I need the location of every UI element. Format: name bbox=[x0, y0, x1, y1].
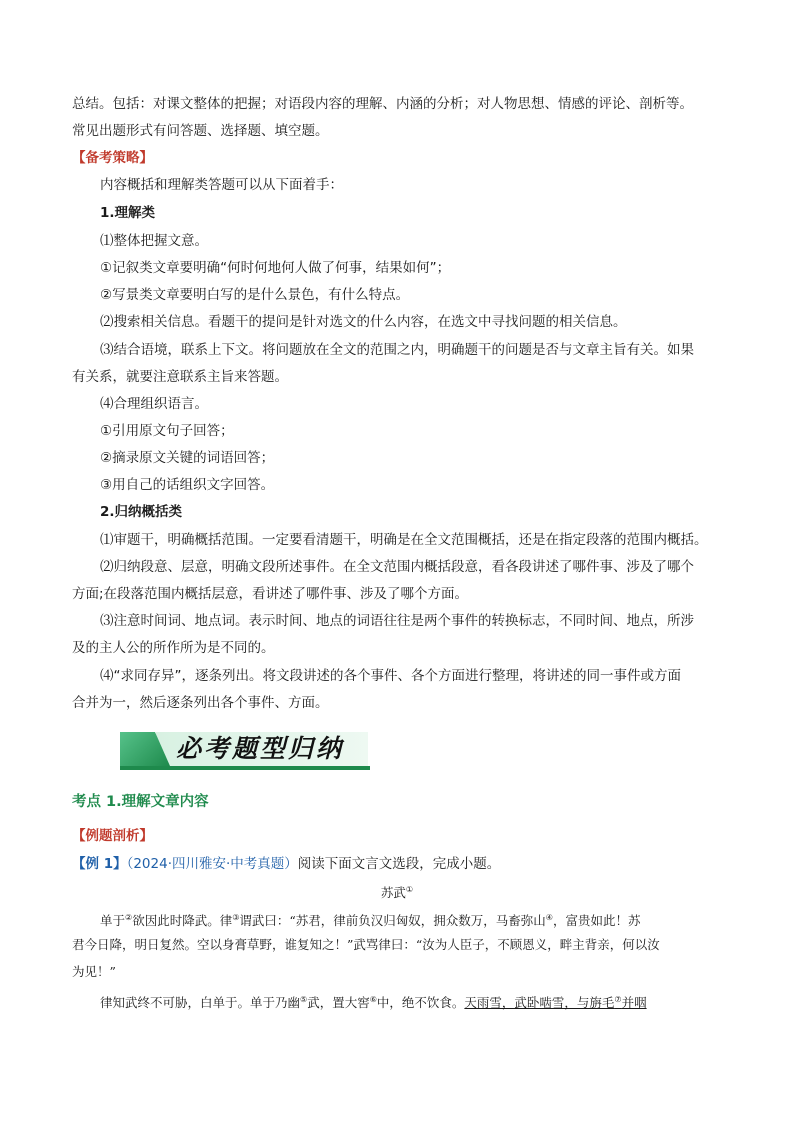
item-4b: ②摘录原文关键的词语回答； bbox=[100, 450, 275, 466]
summary-item-4-line-1: ⑷“求同存异”，逐条列出。将文段讲述的各个事件、各个方面进行整理，将讲述的同一事件或方面 bbox=[100, 668, 681, 684]
text-run: 单于 bbox=[100, 913, 126, 929]
summary-item-3-line-1: ⑶注意时间词、地点词。表示时间、地点的词语往往是两个事件的转换标志，不同时间、地点，所涉 bbox=[100, 613, 694, 629]
item-4c: ③用自己的话组织文字回答。 bbox=[100, 477, 275, 493]
banner-title: 必考题型归纳 bbox=[176, 734, 345, 763]
text-run: 并咽 bbox=[621, 995, 647, 1011]
note-marker: ⑥ bbox=[369, 995, 377, 1004]
note-marker: ⑦ bbox=[614, 995, 622, 1004]
section-banner bbox=[120, 728, 370, 774]
item-1: ⑴整体把握文意。 bbox=[100, 233, 208, 249]
note-marker: ② bbox=[125, 913, 133, 922]
summary-item-2-line-1: ⑵归纳段意、层意，明确文段所述事件。在全文范围内概括段意，看各段讲述了哪件事、涉及了哪个 bbox=[100, 559, 694, 575]
summary-item-1: ⑴审题干，明确概括范围。一定要看清题干，明确是在全文范围概括，还是在指定段落的范围内概括。 bbox=[100, 532, 708, 548]
item-2: ⑵搜索相关信息。看题干的提问是针对选文的什么内容，在选文中寻找问题的相关信息。 bbox=[100, 314, 627, 330]
example-tag: 【例 1】 bbox=[72, 856, 127, 872]
section-2-title: 2.归纳概括类 bbox=[100, 504, 183, 520]
text-run: 天雨雪，武卧啮雪，与旃毛 bbox=[464, 995, 615, 1011]
passage-p2-line-1 bbox=[100, 990, 647, 1013]
item-3-line-1: ⑶结合语境，联系上下文。将问题放在全文的范围之内，明确题干的问题是否与文章主旨有关。如果 bbox=[100, 342, 694, 358]
note-marker: ③ bbox=[232, 913, 240, 922]
section-1-title: 1.理解类 bbox=[100, 205, 156, 221]
summary-item-4-line-2: 合并为一，然后逐条列出各个事件、方面。 bbox=[72, 695, 329, 711]
example-question bbox=[72, 854, 500, 874]
example-instruction: 阅读下面文言文选段，完成小题。 bbox=[297, 856, 501, 872]
item-4a: ①引用原文句子回答； bbox=[100, 423, 234, 439]
note-marker: ① bbox=[405, 885, 414, 894]
passage-p1-line-3: 为见！” bbox=[72, 964, 116, 979]
text-run: 欲因此时降武。律 bbox=[132, 913, 233, 929]
strategy-lead: 内容概括和理解类答题可以从下面着手： bbox=[100, 177, 343, 193]
intro-line-2: 常见出题形式有问答题、选择题、填空题。 bbox=[72, 123, 329, 139]
strategy-heading: 【备考策略】 bbox=[72, 150, 153, 166]
item-1a: ①记叙类文章要明确“何时何地何人做了何事，结果如何”； bbox=[100, 260, 451, 276]
text-run: 谓武曰：“苏君，律前负汉归匈奴，拥众数万，马畜弥山 bbox=[239, 913, 546, 929]
example-source: （2024·四川雅安·中考真题） bbox=[126, 856, 298, 872]
summary-item-3-line-2: 及的主人公的所作所为是不同的。 bbox=[72, 640, 275, 656]
underlined-sentence bbox=[464, 995, 646, 1010]
passage-p1-line-2: 君今日降，明日复然。空以身膏草野，谁复知之！”武骂律曰：“汝为人臣子，不顾恩义，畔主背亲，何以汝 bbox=[72, 937, 660, 952]
text-run: ，富贵如此！苏 bbox=[552, 913, 641, 929]
note-marker: ④ bbox=[545, 913, 553, 922]
text-run: 中，绝不饮食。 bbox=[376, 995, 465, 1011]
example-heading: 【例题剖析】 bbox=[72, 828, 153, 844]
passage-title bbox=[0, 880, 794, 903]
item-3-line-2: 有关系，就要注意联系主旨来答题。 bbox=[72, 369, 288, 385]
kaodian-title: 考点 1.理解文章内容 bbox=[72, 794, 209, 810]
banner-underline bbox=[120, 766, 370, 770]
note-marker: ⑤ bbox=[300, 995, 308, 1004]
item-1b: ②写景类文章要明白写的是什么景色，有什么特点。 bbox=[100, 287, 410, 303]
item-4: ⑷合理组织语言。 bbox=[100, 396, 208, 412]
passage-p1-line-1 bbox=[100, 908, 640, 931]
intro-line-1: 总结。包括：对课文整体的把握；对语段内容的理解、内涵的分析；对人物思想、情感的评论、剖析等。 bbox=[72, 96, 693, 112]
text-run: 武，置大窖 bbox=[307, 995, 370, 1011]
text-run: 律知武终不可胁，白单于。单于乃幽 bbox=[100, 995, 301, 1011]
passage-title-text: 苏武 bbox=[380, 885, 406, 901]
summary-item-2-line-2: 方面;在段落范围内概括层意，看讲述了哪件事、涉及了哪个方面。 bbox=[72, 586, 469, 602]
